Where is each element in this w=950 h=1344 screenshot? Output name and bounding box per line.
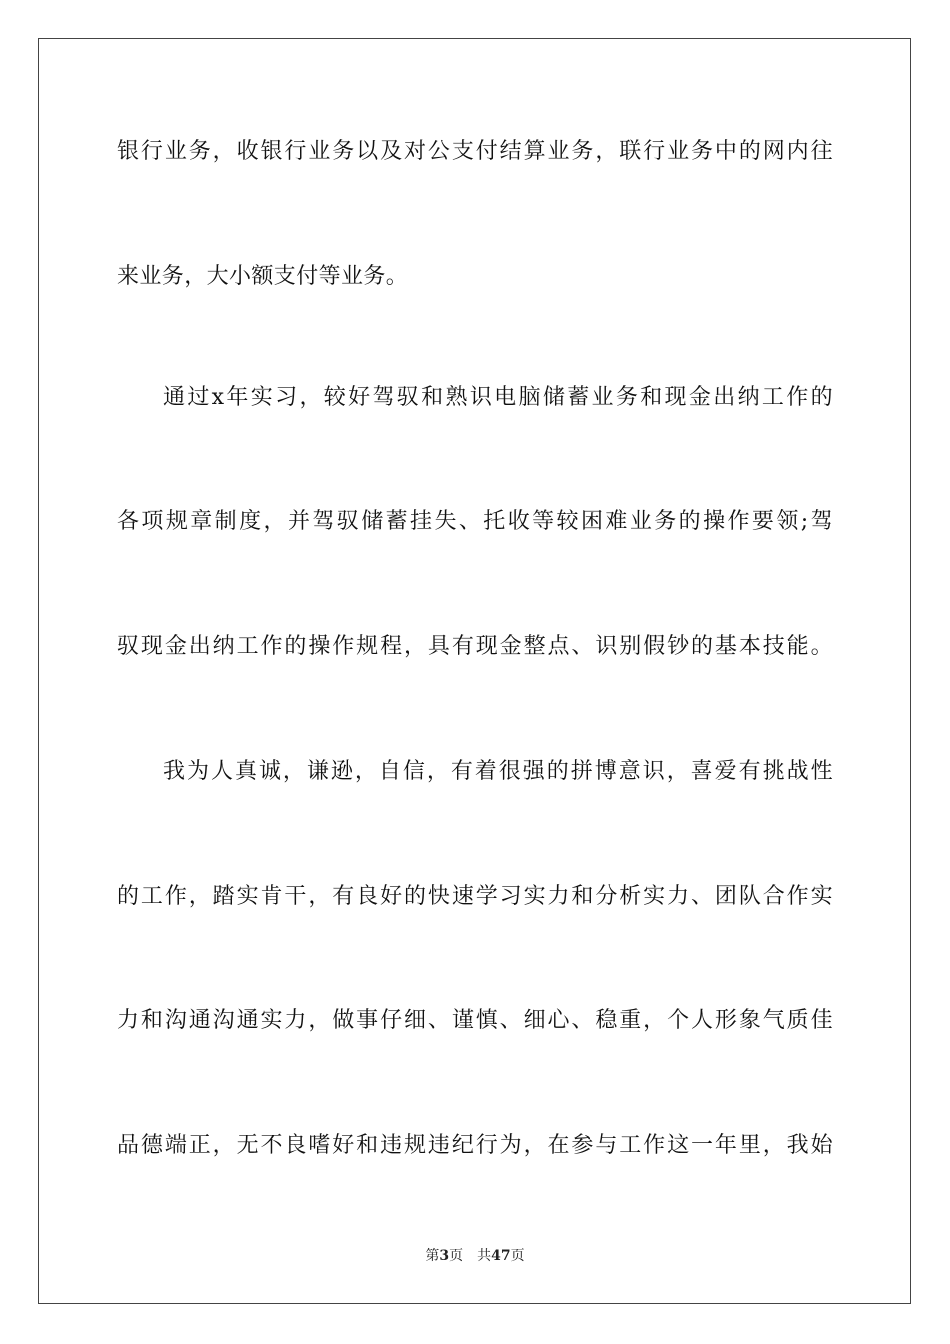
page-suffix: 页 <box>449 1248 464 1264</box>
body-text-line: 通过x年实习，较好驾驭和熟识电脑储蓄业务和现金出纳工作的 <box>163 385 833 410</box>
body-text-line: 品德端正，无不良嗜好和违规违纪行为，在参与工作这一年里，我始 <box>117 1133 833 1158</box>
body-text-line: 的工作，踏实肯干，有良好的快速学习实力和分析实力、团队合作实 <box>117 884 833 909</box>
total-prefix: 共 <box>477 1248 492 1264</box>
page-border <box>38 38 911 1304</box>
body-text-line: 各项规章制度，并驾驭储蓄挂失、托收等较困难业务的操作要领;驾 <box>117 509 833 534</box>
page-footer <box>0 1246 950 1266</box>
body-text-line: 我为人真诚，谦逊，自信，有着很强的拼博意识，喜爱有挑战性 <box>163 759 833 784</box>
body-text-line: 来业务，大小额支付等业务。 <box>117 264 409 289</box>
body-text-line: 驭现金出纳工作的操作规程，具有现金整点、识别假钞的基本技能。 <box>117 634 833 659</box>
page-number: 3 <box>439 1248 450 1264</box>
page-prefix: 第 <box>425 1248 440 1264</box>
body-text-line: 力和沟通沟通实力，做事仔细、谨慎、细心、稳重，个人形象气质佳 <box>117 1008 833 1033</box>
total-suffix: 页 <box>510 1248 525 1264</box>
body-text-line: 银行业务，收银行业务以及对公支付结算业务，联行业务中的网内往 <box>117 139 833 164</box>
total-pages: 47 <box>491 1248 511 1264</box>
